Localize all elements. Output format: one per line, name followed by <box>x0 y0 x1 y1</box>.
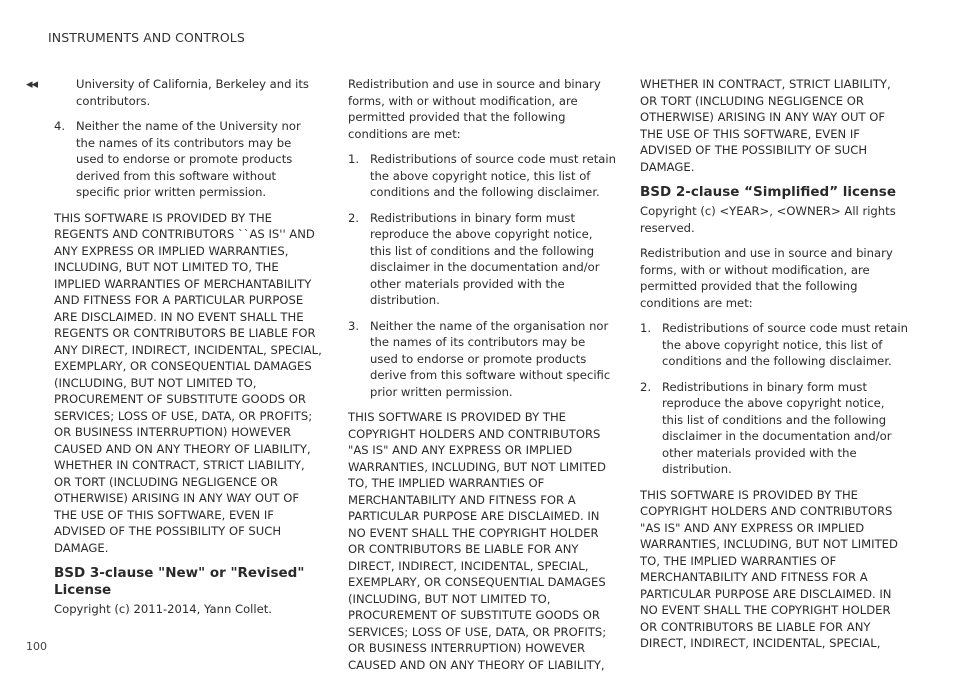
list-item-number: 2. <box>640 379 652 394</box>
section-heading: BSD 3-clause "New" or "Revised" License <box>54 565 305 598</box>
conditions-list <box>640 320 908 478</box>
list-item-text: Neither the name of the organisation nor the names of its contributors may be used to endorse or promote products derive from this software without specific prior written permission. <box>370 318 611 399</box>
list-item-continued: University of California, Berkeley and its contributors. <box>76 77 309 108</box>
list-item <box>54 118 322 201</box>
list-item <box>640 379 908 478</box>
column-2 <box>348 76 616 682</box>
list-item <box>640 320 908 370</box>
list-item-number: 4. <box>54 119 66 133</box>
disclaimer-paragraph: THIS SOFTWARE IS PROVIDED BY THE REGENTS AND CONTRIBUTORS ``AS IS'' AND ANY EXPRESS OR IMPLIED WARRANTIES, INCLUDING, BUT NOT LIMITED TO, THE IMPLIED WARRANTIES OF MERCHANTABILITY AND FITNESS FOR A PARTICULAR PURPOSE ARE DISCLAIMED. IN NO EVENT SHALL THE REGENTS OR CONTRIBUTORS BE LIABLE FOR ANY DIRECT, INDIRECT, INCIDENTAL, SPECIAL, EXEMPLARY, OR CONSEQUENTIAL DAMAGES (INCLUDING, BUT NOT LIMITED TO, PROCUREMENT OF SUBSTITUTE GOODS OR SERVICES; LOSS OF USE, DATA, OR PROFITS; OR BUSINESS INTERRUPTION) HOWEVER CAUSED AND ON ANY THEORY OF LIABILITY, WHETHER IN CONTRACT, STRICT LIABILITY, OR TORT (INCLUDING NEGLIGENCE OR OTHERWISE) ARISING IN ANY WAY OUT OF THE USE OF THIS SOFTWARE, EVEN IF ADVISED OF THE POSSIBILITY OF SUCH DAMAGE. <box>54 210 322 555</box>
page-number: 100 <box>26 640 47 653</box>
list-item-text: Redistributions in binary form must reproduce the above copyright notice, this list of conditions and the following disclaimer in the documentation and/or other materials provided with the distribution. <box>662 379 892 476</box>
list-item-number: 1. <box>640 321 652 335</box>
copyright-line: Copyright (c) 2011-2014, Yann Collet. <box>54 602 272 616</box>
continuation-marker-icon: ◂◂ <box>26 77 38 92</box>
list-item <box>348 210 616 309</box>
section-heading: BSD 2-clause “Simplified” license <box>640 184 896 200</box>
column-3 <box>640 76 908 661</box>
conditions-list <box>348 151 616 400</box>
disclaimer-paragraph: THIS SOFTWARE IS PROVIDED BY THE COPYRIGHT HOLDERS AND CONTRIBUTORS "AS IS" AND ANY EXPRESS OR IMPLIED WARRANTIES, INCLUDING, BUT NOT LIMITED TO, THE IMPLIED WARRANTIES OF MERCHANTABILITY AND FITNESS FOR A PARTICULAR PURPOSE ARE DISCLAIMED. IN NO EVENT SHALL THE COPYRIGHT HOLDER OR CONTRIBUTORS BE LIABLE FOR ANY DIRECT, INDIRECT, INCIDENTAL, SPECIAL, <box>640 487 898 650</box>
intro-paragraph: Redistribution and use in source and binary forms, with or without modification, are permitted provided that the following conditions are met: <box>348 77 601 141</box>
copyright-line: Copyright (c) <YEAR>, <OWNER> All rights reserved. <box>640 204 896 235</box>
page-header: INSTRUMENTS AND CONTROLS <box>48 30 245 45</box>
list-item-number: 2. <box>348 210 360 225</box>
list-item-text: Redistributions in binary form must reproduce the above copyright notice, this list of conditions and the following disclaimer in the documentation and/or other materials provided with the distribution. <box>370 210 600 307</box>
list-item-number: 3. <box>348 318 360 333</box>
disclaimer-paragraph-continued: WHETHER IN CONTRACT, STRICT LIABILITY, OR TORT (INCLUDING NEGLIGENCE OR OTHERWISE) ARISING IN ANY WAY OUT OF THE USE OF THIS SOFTWARE, EVEN IF ADVISED OF THE POSSIBILITY OF SUCH DAMAGE. <box>640 77 891 174</box>
conditions-list <box>54 118 322 201</box>
list-item-text: Redistributions of source code must retain the above copyright notice, this list of conditions and the following disclaimer. <box>662 321 908 368</box>
intro-paragraph: Redistribution and use in source and binary forms, with or without modification, are permitted provided that the following conditions are met: <box>640 246 893 310</box>
list-item <box>348 318 616 401</box>
list-item-text: Redistributions of source code must retain the above copyright notice, this list of conditions and the following disclaimer. <box>370 152 616 199</box>
list-item-text: Neither the name of the University nor the names of its contributors may be used to endorse or promote products derived from this software without specific prior written permission. <box>76 119 301 199</box>
disclaimer-paragraph: THIS SOFTWARE IS PROVIDED BY THE COPYRIGHT HOLDERS AND CONTRIBUTORS "AS IS" AND ANY EXPRESS OR IMPLIED WARRANTIES, INCLUDING, BUT NOT LIMITED TO, THE IMPLIED WARRANTIES OF MERCHANTABILITY AND FITNESS FOR A PARTICULAR PURPOSE ARE DISCLAIMED. IN NO EVENT SHALL THE COPYRIGHT HOLDER OR CONTRIBUTORS BE LIABLE FOR ANY DIRECT, INDIRECT, INCIDENTAL, SPECIAL, EXEMPLARY, OR CONSEQUENTIAL DAMAGES (INCLUDING, BUT NOT LIMITED TO, PROCUREMENT OF SUBSTITUTE GOODS OR SERVICES; LOSS OF USE, DATA, OR PROFITS; OR BUSINESS INTERRUPTION) HOWEVER CAUSED AND ON ANY THEORY OF LIABILITY, <box>348 410 607 672</box>
list-item-number: 1. <box>348 152 360 166</box>
list-item <box>348 151 616 201</box>
column-1 <box>54 76 322 627</box>
